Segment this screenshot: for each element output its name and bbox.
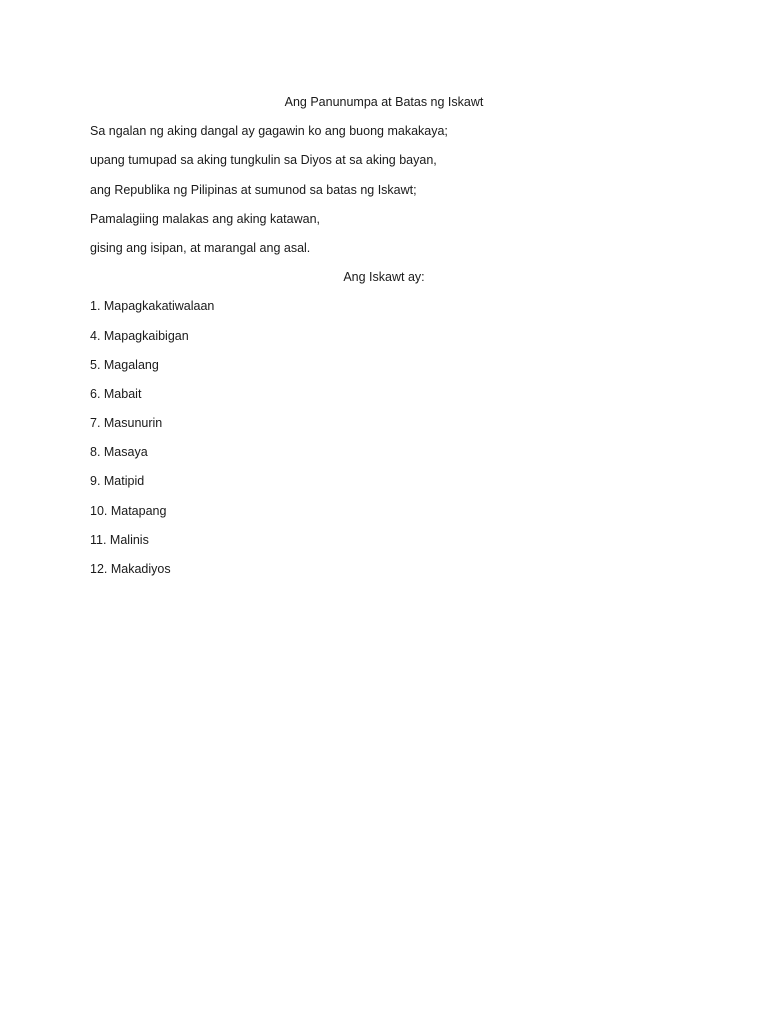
list-item: 7. Masunurin <box>90 416 163 431</box>
law-list <box>90 299 678 577</box>
law-heading: Ang Iskawt ay: <box>343 270 425 285</box>
list-item: 1. Mapagkakatiwalaan <box>90 299 215 314</box>
list-item: 4. Mapagkaibigan <box>90 328 189 343</box>
document-body <box>90 95 678 591</box>
oath-paragraph <box>90 124 678 256</box>
oath-line: Sa ngalan ng aking dangal ay gagawin ko ang buong makakaya; <box>90 124 448 139</box>
oath-line: ang Republika ng Pilipinas at sumunod sa batas ng Iskawt; <box>90 182 417 197</box>
list-item: 8. Masaya <box>90 445 148 460</box>
list-item: 10. Matapang <box>90 503 167 518</box>
list-item: 12. Makadiyos <box>90 562 171 576</box>
oath-line: upang tumupad sa aking tungkulin sa Diyos at sa aking bayan, <box>90 153 437 168</box>
oath-line: Pamalagiing malakas ang aking katawan, <box>90 211 320 226</box>
list-item: 5. Magalang <box>90 357 159 372</box>
list-item: 6. Mabait <box>90 386 142 401</box>
oath-line: gising ang isipan, at marangal ang asal. <box>90 240 311 255</box>
list-item: 9. Matipid <box>90 474 145 489</box>
list-item: 11. Malinis <box>90 532 149 547</box>
document-title: Ang Panunumpa at Batas ng Iskawt <box>284 95 484 109</box>
